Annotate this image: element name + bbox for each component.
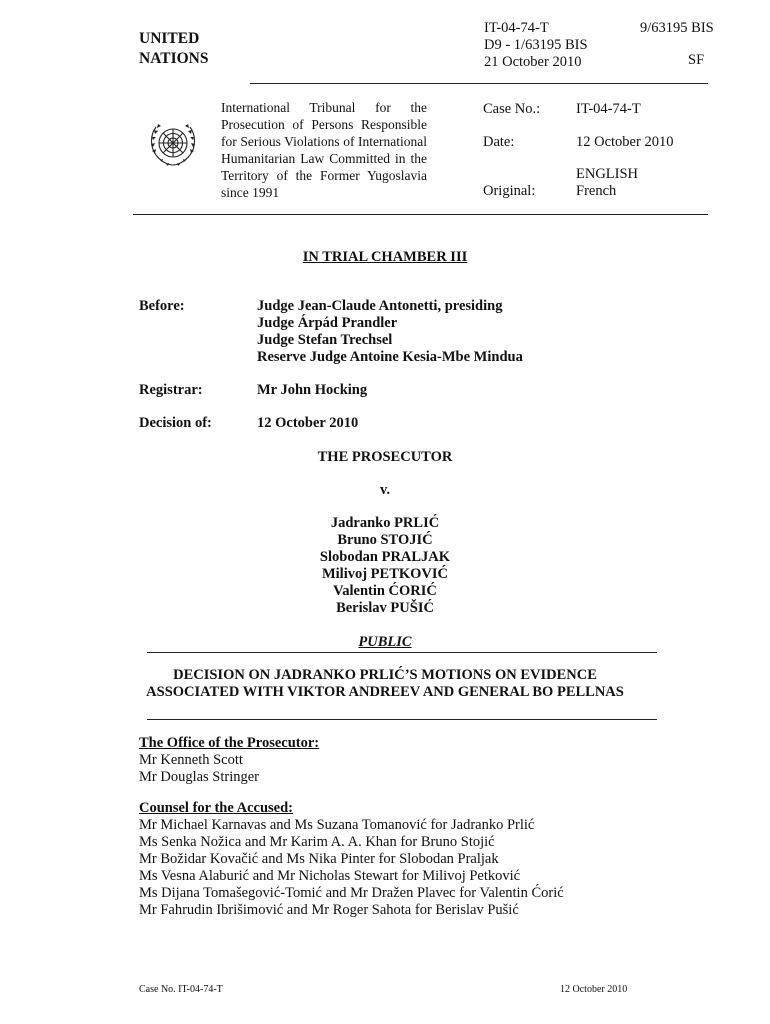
footer-case-no: Case No. IT-04-74-T (139, 984, 223, 995)
chamber-heading: IN TRIAL CHAMBER III (302, 249, 468, 265)
doc-date: 21 October 2010 (484, 54, 582, 70)
lang-code: SF (688, 52, 705, 68)
decision-date-value: 12 October 2010 (257, 415, 359, 431)
original-label: Original: (483, 183, 536, 199)
judge-name: Judge Stefan Trechsel (257, 332, 393, 348)
decision-title: DECISION ON JADRANKO PRLIĆ’S MOTIONS ON EVIDENCE ASSOCIATED WITH VIKTOR ANDREEV AND GENERAL BO PELLNAS (146, 667, 624, 700)
prosecutor-heading: THE PROSECUTOR (317, 449, 453, 465)
counsel-entry: Mr Fahrudin Ibrišimović and Mr Roger Sahota for Berislav Pušić (139, 902, 519, 918)
accused-name: Berislav PUŠIĆ (336, 600, 434, 616)
header-rule (250, 83, 708, 84)
versus: v. (379, 482, 391, 498)
judge-name: Judge Árpád Prandler (257, 315, 398, 331)
case-no-label: Case No.: (483, 101, 541, 117)
doc-reference (484, 20, 588, 71)
registrar-label: Registrar: (139, 382, 203, 398)
tribunal-description: International Tribunal for the Prosecution of Persons Responsible for Serious Violations of International Humanitarian Law Committed in the Territory of the Former Yugoslavia since 1991 (221, 100, 427, 200)
counsel-section (139, 800, 564, 919)
accused-name: Milivoj PETKOVIĆ (321, 566, 449, 582)
tribunal-rule (133, 214, 708, 215)
case-code: IT-04-74-T (484, 20, 549, 36)
counsel-heading: Counsel for the Accused: (139, 800, 293, 816)
original-value: French (576, 183, 617, 199)
classification: PUBLIC (358, 634, 412, 650)
accused-name: Valentin ĆORIĆ (333, 583, 437, 599)
decision-date-label: Decision of: (139, 415, 212, 431)
otp-heading: The Office of the Prosecutor: (139, 735, 320, 751)
case-no-value: IT-04-74-T (576, 101, 641, 117)
otp-member: Mr Douglas Stringer (139, 769, 260, 785)
accused-list (0, 515, 770, 617)
counsel-entry: Mr Božidar Kovačić and Ms Nika Pinter for Slobodan Praljak (139, 851, 499, 867)
judge-name: Judge Jean-Claude Antonetti, presiding (257, 298, 503, 314)
before-label: Before: (139, 298, 185, 314)
otp-section (139, 735, 319, 786)
counsel-entry: Ms Vesna Alaburić and Mr Nicholas Stewart for Milivoj Petković (139, 868, 521, 884)
counsel-entry: Mr Michael Karnavas and Ms Suzana Tomanović for Jadranko Prlić (139, 817, 535, 833)
title-rule-bottom (147, 719, 657, 720)
counsel-entry: Ms Senka Nožica and Mr Karim A. A. Khan for Bruno Stojić (139, 834, 495, 850)
doc-range: D9 - 1/63195 BIS (484, 37, 588, 53)
otp-member: Mr Kenneth Scott (139, 752, 243, 768)
title-rule-top (147, 652, 657, 653)
judge-name: Reserve Judge Antoine Kesia-Mbe Mindua (257, 349, 523, 365)
date-label: Date: (483, 134, 515, 150)
accused-name: Bruno STOJIĆ (337, 532, 433, 548)
un-emblem-icon (144, 115, 202, 173)
footer-date: 12 October 2010 (560, 984, 628, 995)
language-value: ENGLISH (576, 166, 639, 182)
date-value: 12 October 2010 (576, 134, 674, 150)
accused-name: Slobodan PRALJAK (319, 549, 451, 565)
counsel-entry: Ms Dijana Tomašegović-Tomić and Mr Dražen Plavec for Valentin Ćorić (139, 885, 564, 901)
org-name: UNITED NATIONS (139, 30, 209, 67)
judges-list (257, 298, 523, 366)
registrar-value: Mr John Hocking (257, 382, 368, 398)
accused-name: Jadranko PRLIĆ (330, 515, 440, 531)
page-ref: 9/63195 BIS (640, 20, 714, 36)
